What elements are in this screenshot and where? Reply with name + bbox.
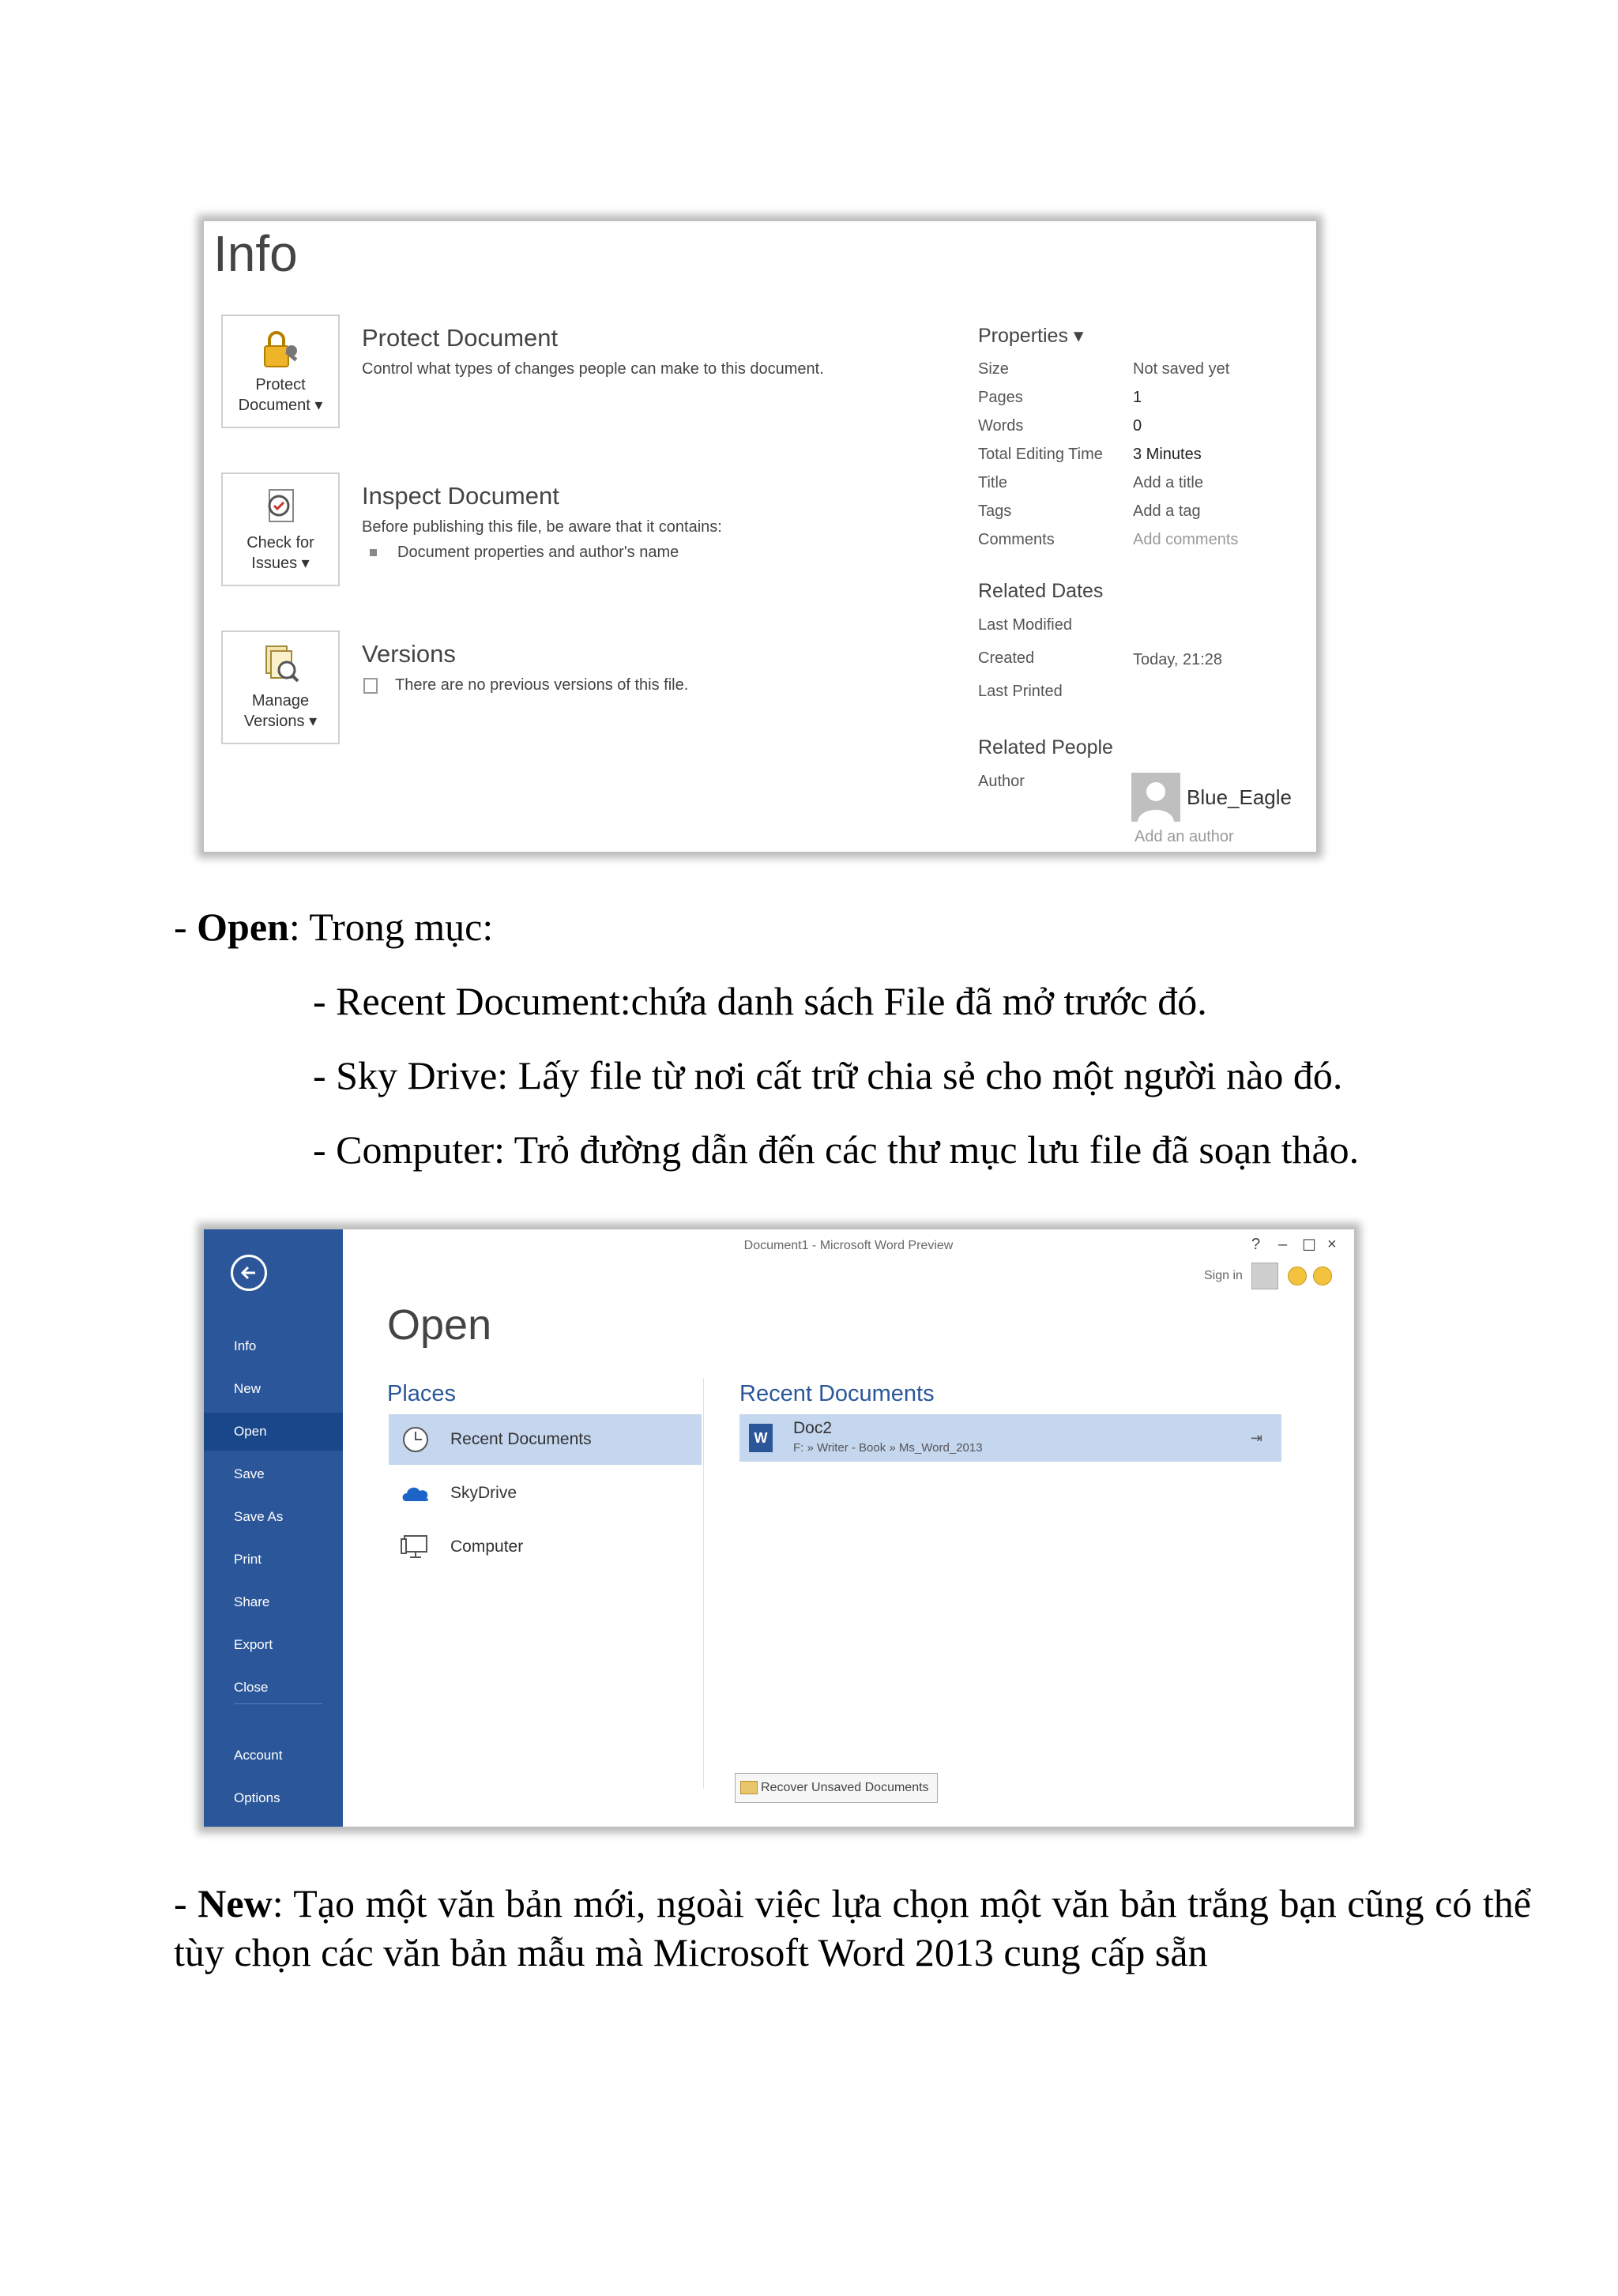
word-doc-icon: W bbox=[749, 1424, 773, 1452]
place-recent-label: Recent Documents bbox=[450, 1430, 592, 1448]
back-button[interactable] bbox=[231, 1255, 267, 1291]
open-item-computer: - Computer: Trỏ đường dẫn đến các thư mục lưu file đã soạn thảo. bbox=[313, 1127, 1360, 1172]
smile-feedback-icon[interactable] bbox=[1288, 1267, 1307, 1285]
open-title: Open bbox=[387, 1301, 492, 1349]
nav-save[interactable]: Save bbox=[234, 1466, 265, 1481]
inspect-document-desc: Before publishing this file, be aware that it contains: bbox=[362, 518, 722, 536]
nav-divider bbox=[234, 1703, 322, 1704]
user-avatar-icon[interactable] bbox=[1251, 1263, 1278, 1289]
window-title: Document1 - Microsoft Word Preview bbox=[743, 1239, 954, 1252]
open-heading-line bbox=[174, 902, 493, 951]
info-screenshot bbox=[204, 221, 1316, 852]
frown-feedback-icon[interactable] bbox=[1313, 1267, 1332, 1285]
recover-unsaved-button[interactable] bbox=[735, 1773, 938, 1803]
words-value: 0 bbox=[1133, 417, 1142, 435]
place-computer-label: Computer bbox=[450, 1538, 524, 1556]
nav-export[interactable]: Export bbox=[234, 1637, 273, 1652]
nav-new[interactable]: New bbox=[234, 1381, 262, 1396]
open-screenshot bbox=[204, 1229, 1354, 1827]
created-label: Created bbox=[978, 649, 1035, 667]
nav-save-as[interactable]: Save As bbox=[234, 1509, 284, 1524]
person-icon bbox=[1131, 773, 1180, 822]
related-dates-head: Related Dates bbox=[978, 580, 1104, 602]
folder-icon bbox=[740, 1781, 758, 1794]
size-value: Not saved yet bbox=[1133, 360, 1230, 378]
open-item-recent: - Recent Document:chứa danh sách File đã mở trước đó. bbox=[313, 979, 1207, 1023]
properties-dropdown[interactable]: Properties ▾ bbox=[978, 325, 1084, 347]
manage-versions-label: Manage Versions ▾ bbox=[243, 692, 318, 730]
nav-account[interactable]: Account bbox=[234, 1748, 283, 1763]
version-doc-icon bbox=[363, 678, 378, 694]
protect-document-label: Protect Document ▾ bbox=[238, 376, 323, 414]
lock-key-icon bbox=[257, 327, 304, 371]
open-rest: : Trong mục: bbox=[288, 905, 494, 949]
versions-desc bbox=[363, 676, 688, 694]
comments-label: Comments bbox=[978, 531, 1055, 548]
minimize-button[interactable]: – bbox=[1278, 1236, 1288, 1253]
manage-versions-icon bbox=[257, 643, 304, 687]
place-recent-documents[interactable] bbox=[389, 1414, 702, 1465]
comments-input[interactable]: Add comments bbox=[1133, 531, 1239, 548]
author-avatar[interactable] bbox=[1131, 773, 1180, 822]
inspect-bullet bbox=[370, 544, 679, 562]
pages-label: Pages bbox=[978, 389, 1023, 406]
open-main-pane bbox=[343, 1229, 1354, 1827]
pane-divider bbox=[703, 1378, 704, 1789]
close-button[interactable]: × bbox=[1327, 1236, 1337, 1253]
size-label: Size bbox=[978, 360, 1009, 378]
last-modified-label: Last Modified bbox=[978, 616, 1072, 634]
place-skydrive[interactable] bbox=[389, 1468, 702, 1519]
recent-doc-path: F: » Writer - Book » Ms_Word_2013 bbox=[793, 1441, 983, 1455]
new-bullet: - bbox=[174, 1881, 198, 1925]
recent-documents-head: Recent Documents bbox=[739, 1381, 935, 1406]
open-item-skydrive: - Sky Drive: Lấy file từ nơi cất trữ chia sẻ cho một người nào đó. bbox=[313, 1053, 1343, 1097]
title-input[interactable]: Add a title bbox=[1133, 474, 1203, 491]
open-bullet: - bbox=[174, 905, 198, 949]
nav-info[interactable]: Info bbox=[234, 1338, 257, 1353]
check-for-issues-button[interactable] bbox=[221, 472, 340, 586]
clock-icon bbox=[400, 1425, 431, 1454]
inspect-document-title: Inspect Document bbox=[362, 482, 559, 510]
new-paragraph bbox=[174, 1879, 1531, 1977]
tags-input[interactable]: Add a tag bbox=[1133, 502, 1201, 520]
tags-label: Tags bbox=[978, 502, 1012, 520]
place-computer[interactable] bbox=[389, 1522, 702, 1572]
words-label: Words bbox=[978, 417, 1024, 435]
pages-value: 1 bbox=[1133, 389, 1142, 406]
place-skydrive-label: SkyDrive bbox=[450, 1484, 517, 1502]
open-bold: Open bbox=[197, 905, 289, 949]
new-rest: : Tạo một văn bản mới, ngoài việc lựa chọn một văn bản trắng bạn cũng có thể tùy chọn các văn bản mẫu mà Microsoft Word 2013 cung cấp sẵn bbox=[174, 1881, 1531, 1974]
author-label: Author bbox=[978, 773, 1025, 790]
backstage-sidebar bbox=[204, 1229, 343, 1827]
places-head: Places bbox=[387, 1381, 457, 1406]
recent-doc-name: Doc2 bbox=[793, 1419, 833, 1437]
nav-share[interactable]: Share bbox=[234, 1594, 270, 1609]
recover-unsaved-label: Recover Unsaved Documents bbox=[761, 1781, 929, 1794]
editing-time-value: 3 Minutes bbox=[1133, 446, 1202, 463]
title-label: Title bbox=[978, 474, 1008, 491]
versions-title: Versions bbox=[362, 640, 456, 668]
nav-options[interactable]: Options bbox=[234, 1790, 280, 1805]
protect-document-desc: Control what types of changes people can make to this document. bbox=[362, 360, 824, 378]
protect-document-button[interactable] bbox=[221, 314, 340, 428]
check-for-issues-label: Check for Issues ▾ bbox=[246, 534, 314, 572]
author-name[interactable]: Blue_Eagle bbox=[1187, 785, 1292, 809]
help-button[interactable]: ? bbox=[1251, 1236, 1261, 1253]
back-arrow-icon bbox=[239, 1263, 258, 1282]
pin-icon[interactable]: ⇥ bbox=[1250, 1430, 1262, 1446]
versions-desc-text: There are no previous versions of this file. bbox=[395, 676, 689, 694]
inspect-document-icon bbox=[257, 485, 304, 529]
nav-print[interactable]: Print bbox=[234, 1552, 262, 1567]
protect-document-title: Protect Document bbox=[362, 324, 559, 352]
new-bold: New bbox=[198, 1881, 273, 1925]
sign-in-link[interactable]: Sign in bbox=[1204, 1269, 1243, 1282]
info-title: Info bbox=[213, 225, 298, 282]
created-value: Today, 21:28 bbox=[1133, 651, 1223, 668]
recent-doc-item[interactable] bbox=[739, 1414, 1281, 1462]
add-author-link[interactable]: Add an author bbox=[1134, 828, 1234, 845]
related-people-head: Related People bbox=[978, 736, 1113, 758]
computer-icon bbox=[400, 1533, 431, 1561]
bullet-square-icon bbox=[370, 549, 377, 556]
nav-close[interactable]: Close bbox=[234, 1680, 269, 1695]
restore-button[interactable]: ☐ bbox=[1302, 1237, 1316, 1255]
inspect-bullet-text: Document properties and author's name bbox=[397, 544, 679, 561]
last-printed-label: Last Printed bbox=[978, 683, 1063, 700]
cloud-icon bbox=[400, 1479, 431, 1507]
editing-time-label: Total Editing Time bbox=[978, 446, 1103, 463]
nav-open[interactable]: Open bbox=[204, 1413, 343, 1451]
manage-versions-button[interactable] bbox=[221, 630, 340, 744]
